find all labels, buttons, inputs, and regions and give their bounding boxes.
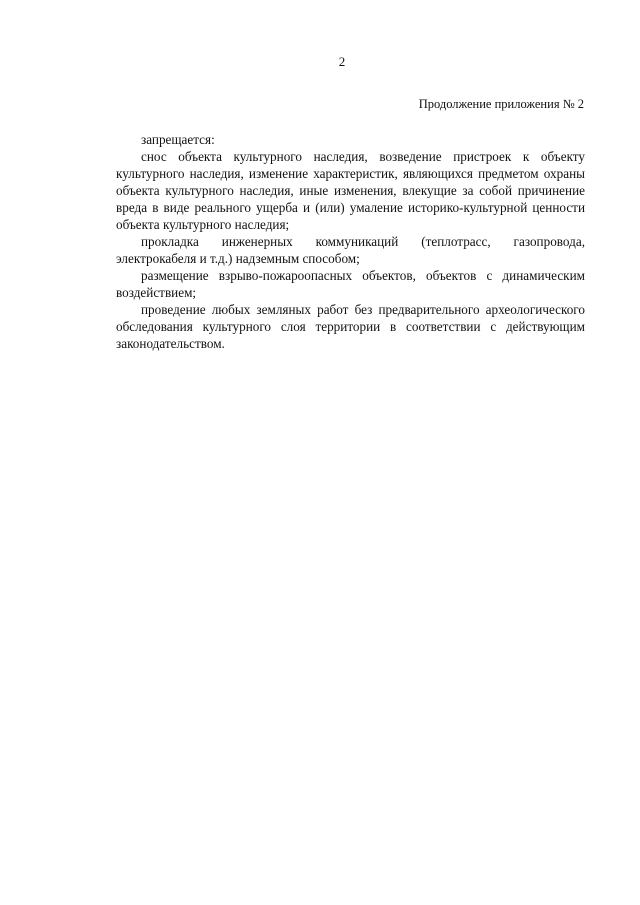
page-number: 2 [338,54,346,69]
paragraph-prohibited-intro: запрещается: [141,132,215,147]
appendix-continuation-header: Продолжение приложения № 2 [418,97,584,111]
paragraph-demolition: снос объекта культурного наследия, возведение пристроек к объекту культурного наследия, изменение характеристик, являющихся предметом охраны объекта культурного наследия, иные изменения, влекущие за собой причинение вреда в виде реального ущерба и (или) умаление историко-культурной ценности объекта культурного наследия; [116,149,585,232]
document-body [116,131,585,352]
paragraph-earthworks: проведение любых земляных работ без предварительного археологического обследования культурного слоя территории в соответствии с действующим законодательством. [116,302,585,351]
paragraph-utilities: прокладка инженерных коммуникаций (теплотрасс, газопровода, электрокабеля и т.д.) надземным способом; [116,234,585,266]
paragraph-hazardous-objects: размещение взрыво-пожароопасных объектов, объектов с динамическим воздействием; [116,268,585,300]
